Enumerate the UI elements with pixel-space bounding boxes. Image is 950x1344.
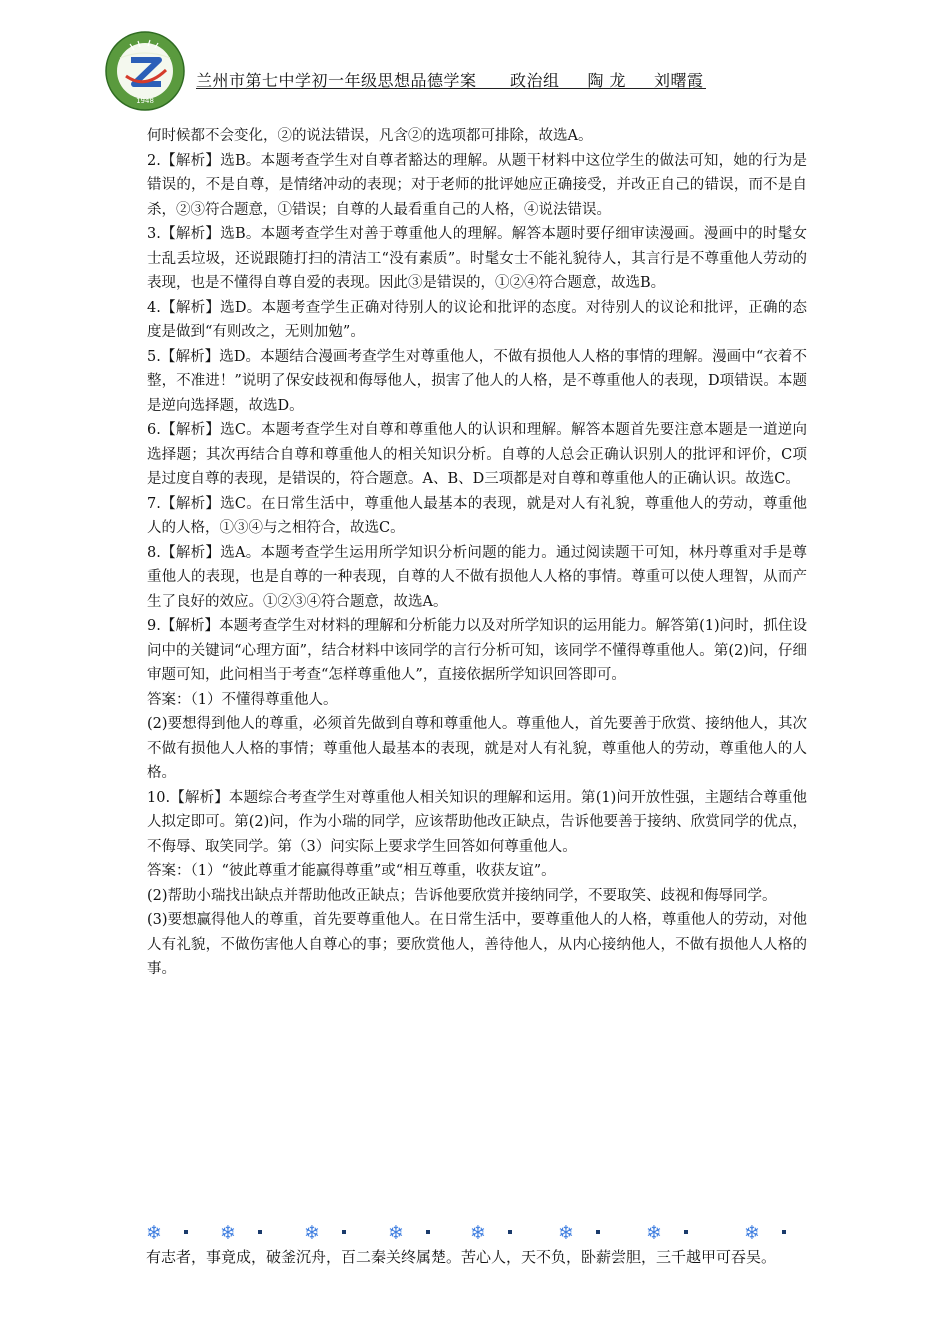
answer-10-part-2: (2)帮助小瑞找出缺点并帮助他改正缺点；告诉他要欣赏并接纳同学，不要取笑、歧视和侮辱同学。 <box>147 887 777 904</box>
analysis-item-10: 10.【解析】本题综合考查学生对尊重他人相关知识的理解和运用。第(1)问开放性强，主题结合尊重他人拟定即可。第(2)问，作为小瑞的同学，应该帮助他改正缺点，告诉他要善于接纳、欣赏同学的优点，不侮辱、取笑同学。第（3）问实际上要求学生回答如何尊重他人。 <box>147 789 807 855</box>
answer-10-part-1: 答案：（1）“彼此尊重才能赢得尊重”或“相互尊重，收获友谊”。 <box>147 863 556 879</box>
snowflake-icon: ❄ <box>388 1222 404 1244</box>
snowflake-icon: ❄ <box>744 1222 760 1244</box>
dot-icon <box>684 1230 688 1234</box>
page-title: 兰州市第七中学初一年级思想品德学案 政治组 陶 龙 刘曙霞 <box>196 71 710 90</box>
dot-icon <box>782 1230 786 1234</box>
paragraph-continued-1: 何时候都不会变化，②的说法错误，凡含②的选项都可排除，故选A。 <box>147 128 593 144</box>
analysis-item-9: 9.【解析】本题考查学生对材料的理解和分析能力以及对所学知识的运用能力。解答第(1)问时，抓住设问中的关键词“心理方面”，结合材料中该同学的言行分析可知，该同学不懂得尊重他人。第(2)问，仔细审题可知，此问相当于考查“怎样尊重他人”，直接依据所学知识回答即可。 <box>147 618 807 683</box>
answer-9-part-1: 答案：（1）不懂得尊重他人。 <box>147 691 338 708</box>
snowflake-icon: ❄ <box>146 1222 162 1244</box>
dot-icon <box>342 1230 346 1234</box>
snowflake-icon: ❄ <box>470 1222 486 1244</box>
dot-icon <box>258 1230 262 1234</box>
header-underline <box>196 88 706 89</box>
logo-year: 1948 <box>136 97 154 105</box>
dot-icon <box>508 1230 512 1234</box>
answer-9-part-2: (2)要想得到他人的尊重，必须首先做到自尊和尊重他人。尊重他人，首先要善于欣赏、接纳他人，其次不做有损他人人格的事情；尊重他人最基本的表现，就是对人有礼貌，尊重他人的劳动，尊重他人的人格。 <box>147 716 807 781</box>
footer-motto: 有志者，事竟成，破釜沉舟，百二秦关终属楚。苦心人，天不负，卧薪尝胆，三千越甲可吞吴。 <box>146 1248 777 1266</box>
footer-decoration <box>140 1222 820 1244</box>
analysis-item-8: 8.【解析】选A。本题考查学生运用所学知识分析问题的能力。通过阅读题干可知，林丹尊重对手是尊重他人的表现，也是自尊的一种表现，自尊的人不做有损他人人格的事情。尊重可以使人理智，从而产生了良好的效应。①②③④符合题意，故选A。 <box>147 544 807 610</box>
school-emblem-icon <box>104 30 186 112</box>
dot-icon <box>596 1230 600 1234</box>
page-header <box>0 0 950 120</box>
analysis-item-6: 6.【解析】选C。本题考查学生对自尊和尊重他人的认识和理解。解答本题首先要注意本题是一道逆向选择题；其次再结合自尊和尊重他人的相关知识分析。自尊的人总会正确认识别人的批评和评价，C项是过度自尊的表现，是错误的，符合题意。A、B、D三项都是对自尊和尊重他人的正确认识。故选C。 <box>147 422 807 487</box>
analysis-item-7: 7.【解析】选C。在日常生活中，尊重他人最基本的表现，就是对人有礼貌，尊重他人的劳动，尊重他人的人格，①③④与之相符合，故选C。 <box>147 495 807 536</box>
analysis-item-5: 5.【解析】选D。本题结合漫画考查学生对尊重他人，不做有损他人人格的事情的理解。漫画中“衣着不整，不准进！”说明了保安歧视和侮辱他人，损害了他人的人格，是不尊重他人的表现，D项错误。本题是逆向选择题，故选D。 <box>147 348 807 414</box>
snowflake-icon: ❄ <box>220 1222 236 1244</box>
dot-icon <box>426 1230 430 1234</box>
analysis-item-2: 2.【解析】选B。本题考查学生对自尊者豁达的理解。从题干材料中这位学生的做法可知，她的行为是错误的，不是自尊，是情绪冲动的表现；对于老师的批评她应正确接受，并改正自己的错误，而不是自杀，②③符合题意，①错误；自尊的人最看重自己的人格，④说法错误。 <box>147 152 807 218</box>
answer-analysis-content <box>147 124 807 982</box>
answer-10-part-3: (3)要想赢得他人的尊重，首先要尊重他人。在日常生活中，要尊重他人的人格，尊重他人的劳动，对他人有礼貌，不做伤害他人自尊心的事；要欣赏他人，善待他人，从内心接纳他人，不做有损他人人格的事。 <box>147 912 807 977</box>
analysis-item-3: 3.【解析】选B。本题考查学生对善于尊重他人的理解。解答本题时要仔细审读漫画。漫画中的时髦女士乱丢垃圾，还说跟随打扫的清洁工“没有素质”。时髦女士不能礼貌待人，其言行是不尊重他人劳动的表现，也是不懂得自尊自爱的表现。因此③是错误的，①②④符合题意，故选B。 <box>147 226 807 291</box>
analysis-item-4: 4.【解析】选D。本题考查学生正确对待别人的议论和批评的态度。对待别人的议论和批评，正确的态度是做到“有则改之，无则加勉”。 <box>147 299 807 340</box>
snowflake-icon: ❄ <box>646 1222 662 1244</box>
snowflake-icon: ❄ <box>304 1222 320 1244</box>
snowflake-icon: ❄ <box>558 1222 574 1244</box>
dot-icon <box>184 1230 188 1234</box>
